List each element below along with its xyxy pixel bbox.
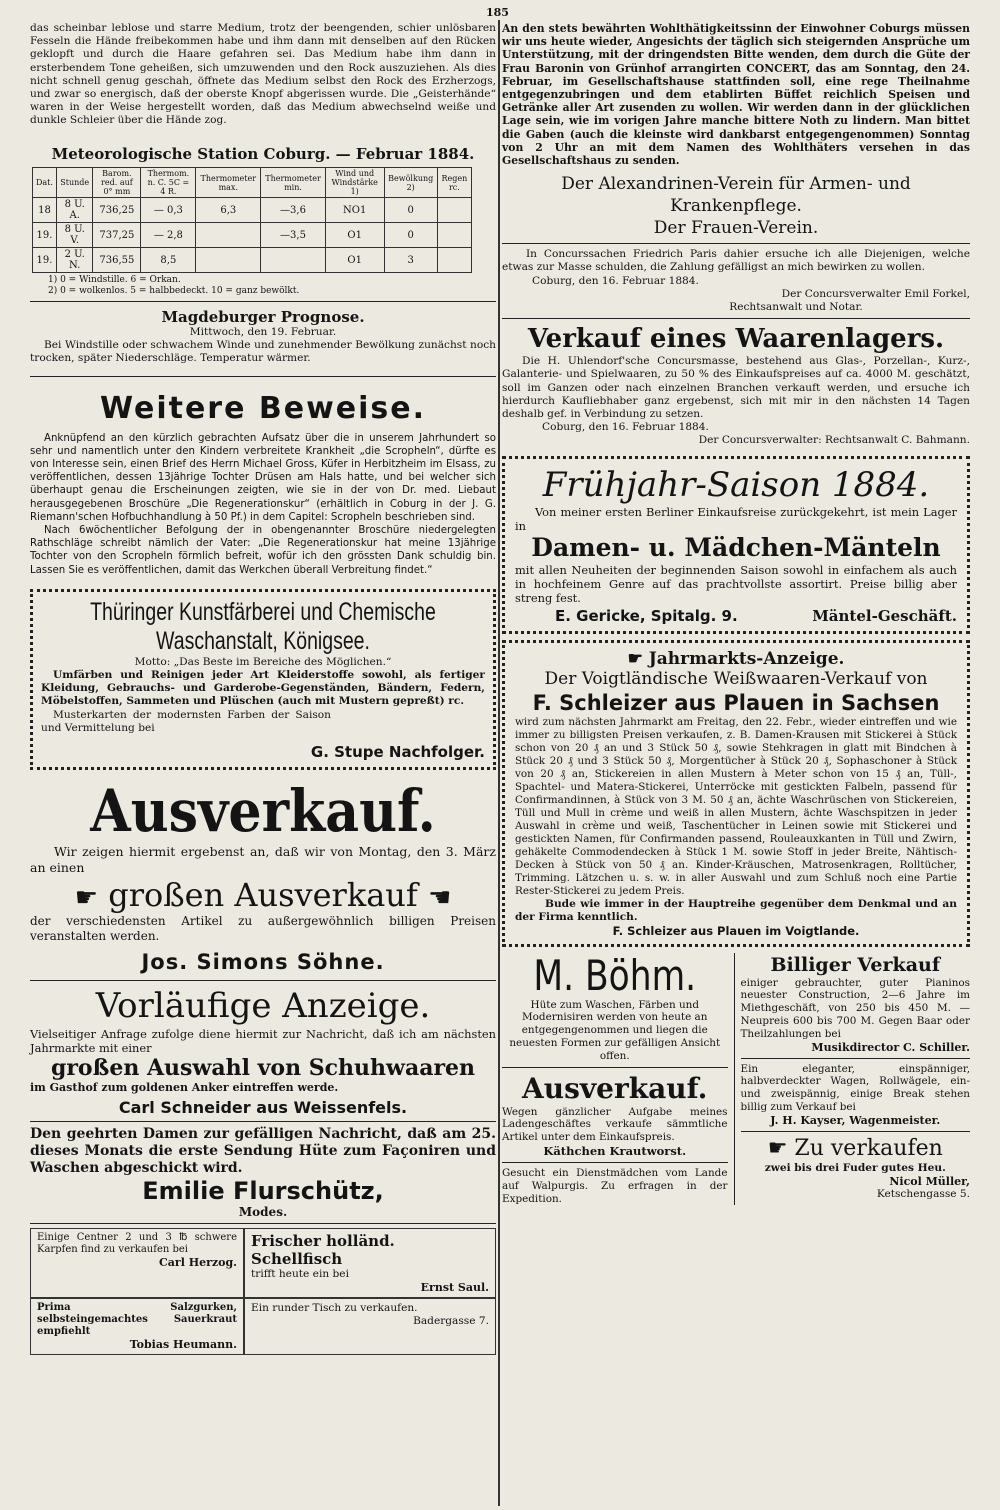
beweise-text: Anknüpfend an den kürzlich gebrachten Aufsatz über die in unserem Jahrhundert so sehr und namentlich unter den Kindern verbreitete Krankheit „die Scropheln“, dürfte es von Interesse sein, einen Brief des Herrn Michael Gross, Küfer in Herbitzheim im Elsass, zu veröffentlichen, dessen 13jährige Tochter Drüsen am Hals hatte, und bei welcher sich überhaupt genau die Erscheinungen zeigten, wie sie in der von Dr. med. Liebaut herausgegebenen Broschüre „Die Regenerationskur“ (erhältlich in Coburg in der J. G. Riemann'schen Hofbuchhandlung à 50 Pf.) in dem Capitel: Scropheln beschrieben sind.	[30, 432, 496, 523]
ad-text: mit allen Neuheiten der beginnenden Saison sowohl in einfachem als auch in hochfeinem Genre auf das prachtvollste assortirt. Preise billig aber streng fest.	[515, 562, 957, 605]
meteo-header: Stunde	[56, 168, 92, 198]
meteo-header: Thermometer min.	[261, 168, 326, 198]
ad-text: Ein eleganter, einspänniger, halbverdeckter Wagen, Rollwägele, ein- und zweispännig, einige Break stehen billig zum Verkauf bei	[740, 1062, 970, 1114]
ad-date: Coburg, den 16. Februar 1884.	[542, 421, 709, 434]
meteo-header: Thermom. n. C. 5C = 4 R.	[141, 168, 196, 198]
ad-firm: Mäntel-Geschäft.	[812, 606, 957, 625]
table-cell	[437, 223, 471, 248]
table-cell	[261, 248, 326, 273]
table-cell: — 2,8	[141, 223, 196, 248]
verein-name: Der Alexandrinen-Verein für Armen- und Krankenpflege.	[561, 174, 911, 217]
table-cell	[196, 248, 261, 273]
ad-title: Ausverkauf.	[522, 1071, 708, 1105]
ad-sign: Musikdirector C. Schiller.	[811, 1040, 970, 1054]
ad-text: einiger gebrauchter, guter Pianinos neuester Construction, 2—6 Jahre im Miethgeschäft, von 250 bis 450 M. — Neupreis 600 bis 700 M. Gegen Baar oder Theilzahlungen bei	[740, 976, 970, 1040]
rule	[502, 1162, 728, 1163]
concert-appeal-text: An den stets bewährten Wohlthätigkeitssinn der Einwohner Coburgs müssen wir uns heute wieder, Angesichts der täglich sich steigernden Ansprüche um Unterstützung, mit der dringendsten Bitte wenden, dem durch die Güte der Frau Baronin von Grünhof arrangirten CONCERT, das am Sonntag, den 24. Februar, im Gesellschaftshause stattfinden soll, eine rege Theilnahme entgegenzubringen und dem etablirten Büffet reichlich Speisen und Getränke aller Art zusenden zu wollen. Wir werden dann in der glücklichen Lage sein, wie im vorigen Jahre manche bittere Noth zu lindern. Man bittet die Gaben (auch die kleinste wird dankbarst entgegengenommen) Sonntag von 2 Uhr an mit dem Namen des Wohlthäters versehen in das Gesellschaftshaus zu senden.	[502, 22, 970, 168]
ad-motto: Motto: „Das Beste im Bereiche des Möglichen.“	[134, 655, 392, 668]
ad-text: Wir zeigen hiermit ergebenst an, daß wir von Montag, den 3. März an einen	[30, 844, 496, 876]
ad-title: Thüringer Kunstfärberei und Chemische	[90, 597, 436, 626]
ad-firm: Jos. Simons Söhne.	[141, 950, 385, 975]
meteo-header: Regen rc.	[437, 168, 471, 198]
ad-big-text: großen Auswahl von Schuhwaaren	[50, 1055, 476, 1082]
seance-article-text: das scheinbar leblose und starre Medium, trotz der beengenden, schier unlösbaren Fesseln die Hände freibekommen habe und ihm dann mit denselben auf den Rücken geklopft und durch die Haare gefahren sei. Das Medium habe ihm dann in ersterbendem Tone geheißen, sich umzuwenden und den Rock auszuziehen. Als dies nicht schnell genug geschah, öffnete das Medium selbst den Rock des Erzherzogs, und zwar so energisch, daß der oberste Knopf abgerissen wurde. Die „Geisterhände“ waren in der Weise hergestellt worden, daß das Medium abwechselnd weiße und dunkle Schleier über die Hände zog.	[30, 22, 496, 127]
ad-kunstfaerberei	[30, 589, 496, 770]
ad-text: trifft heute ein bei	[251, 1267, 349, 1280]
prognose-text: Bei Windstille oder schwachem Winde und zunehmender Bewölkung zunächst noch trocken, später Niederschläge. Temperatur wärmer.	[30, 339, 496, 365]
ad-sign: Der Concursverwalter Emil Forkel,	[781, 287, 970, 300]
ad-title: M. Böhm.	[533, 950, 697, 1000]
beweise-title: Weitere Beweise.	[99, 390, 427, 426]
ad-pianinos	[734, 953, 971, 1206]
table-cell	[437, 248, 471, 273]
ad-text: Prima Salzgurken, selbsteingemachtes Sauerkraut empfiehlt	[37, 1301, 237, 1337]
rule	[502, 243, 970, 244]
table-cell: 0	[384, 198, 437, 223]
table-cell: 737,25	[93, 223, 141, 248]
ad-firm: G. Stupe Nachfolger.	[310, 743, 485, 762]
ad-address: Ketschengasse 5.	[876, 1188, 970, 1201]
meteo-header: Dat.	[33, 168, 57, 198]
ad-firm: Carl Herzog.	[159, 1255, 237, 1269]
table-cell: — 0,3	[141, 198, 196, 223]
prognose-date: Mittwoch, den 19. Februar.	[189, 326, 337, 338]
meteo-header: Wind und Windstärke 1)	[325, 168, 384, 198]
table-cell: O1	[325, 223, 384, 248]
ad-text: Gesucht ein Dienstmädchen vom Lande auf Walpurgis. Zu erfragen in der Expedition.	[502, 1167, 728, 1205]
ad-tisch	[244, 1298, 496, 1355]
ad-firm: Käthchen Krautworst.	[543, 1144, 687, 1159]
ad-text: Umfärben und Reinigen jeder Art Kleiderstoffe sowohl, als fertiger Kleidung, Gebrauchs- und Garderobe-Gegenständen, Bändern, Federn, Möbelstoffen, Sammeten und Plüschen (auch mit Mustern gepreßt) rc.	[41, 669, 485, 708]
meteo-header-row	[33, 168, 472, 198]
ad-firm: Carl Schneider aus Weissenfels.	[118, 1097, 408, 1117]
ad-title-text: Jahrmarkts-Anzeige.	[648, 648, 845, 669]
ad-firm: Ernst Saul.	[420, 1280, 489, 1294]
ad-text: Bude wie immer in der Hauptreihe gegenüber dem Denkmal und an der Firma kenntlich.	[515, 897, 957, 923]
ausverkauf-banner	[30, 876, 496, 914]
beweise-text: Nach 6wöchentlicher Befolgung der in obengenannter Broschüre niedergelegten Rathschläge schreibt nämlich der Vater: „Die Regenerationskur hat meine 13jährige Tochter von den Scropheln förmlich befreit, wofür ich den grössten Dank schuldig bin. Lassen Sie es veröffentlichen, damit das Werkchen überall Verbreitung findet.“	[30, 525, 496, 576]
ad-footer	[515, 607, 957, 625]
verkauf-title: Verkauf eines Waarenlagers.	[527, 324, 945, 355]
vorlaeufige-title: Vorläufige Anzeige.	[95, 986, 431, 1027]
ad-boehm	[502, 950, 734, 1206]
table-cell: O1	[325, 248, 384, 273]
ad-address: Badergasse 7.	[413, 1315, 489, 1328]
verein-name: Der Frauen-Verein.	[653, 218, 819, 239]
ad-sign: Rechtsanwalt und Notar.	[729, 301, 863, 314]
meteo-header: Bewölkung 2)	[384, 168, 437, 198]
small-ads-row	[30, 1228, 496, 1298]
ad-title-text: Zu verkaufen	[794, 1135, 943, 1161]
table-cell: 8 U. A.	[56, 198, 92, 223]
meteo-table	[32, 167, 472, 273]
rule	[502, 1067, 728, 1068]
ad-title	[515, 649, 957, 669]
table-cell: NO1	[325, 198, 384, 223]
table-cell: 8,5	[141, 248, 196, 273]
rule	[30, 980, 496, 981]
meteo-header: Barom. red. auf 0° mm	[93, 168, 141, 198]
column-divider	[498, 20, 500, 1506]
ad-text: wird zum nächsten Jahrmarkt am Freitag, den 22. Febr., wieder eintreffen und wie immer zu billigsten Preisen verkaufen, z. B. Damen-Krausen mit Stickerei à Stück schon von 20 ₰ an und 3 Stück 50 ₰, sowie Stehkragen in glatt mit Bindchen à Stück 20 ₰ und 3 Stück 50 ₰, Morgentücher à Stück 20 ₰, Sophaschoner à Stück von 20 ₰ an, Stickereien in allen Mustern à Meter schon von 15 ₰ an, Tüll-, Spachtel- und Matera-Stickerei, Unterröcke mit gestickten Falbeln, passend für Confirmandinnen, à Stück von 3 M. 50 ₰ an, ächte Waschrüschen von Stickereien, Tüll und Mull in crème und weiß in allen Mustern, ächte Waschspitzen in jeder Auswahl in crème und weiß, Taschentücher in Leinen sowie mit Stickerei und gestickten Namen, für Confirmanden passend, Rouleauxkanten in Tüll und Zwirn, gehäkelte Commodendecken à Stück 1 M. sowie Stoff in jeder Breite, Nähtisch-Decken à Stück von 50 ₰ an. Kinder-Kräuschen, Matrosenkragen, Rolltücher, Trimming. Lätzchen u. s. w. in aller Auswahl und zum Schluß noch eine Partie Rester-Stickerei zu jedem Preis.	[515, 715, 957, 897]
pointing-hand-icon: ☛	[74, 882, 99, 913]
ad-jahrmarkt	[502, 640, 970, 947]
ad-sub: Der Voigtländische Weißwaaren-Verkauf von	[544, 668, 928, 689]
meteo-header: Thermometer max.	[196, 168, 261, 198]
ad-firm: F. Schleizer aus Plauen in Sachsen	[532, 690, 940, 715]
ad-gurken	[30, 1298, 244, 1355]
ad-karpfen	[30, 1228, 244, 1298]
table-cell: 18	[33, 198, 57, 223]
table-cell: 2 U. N.	[56, 248, 92, 273]
table-cell: 19.	[33, 223, 57, 248]
table-cell	[196, 223, 261, 248]
small-ads-row	[502, 950, 970, 1206]
table-cell: 6,3	[196, 198, 261, 223]
pointing-hand-icon: ☛	[767, 1135, 795, 1161]
ad-text: In Concurssachen Friedrich Paris dahier ersuche ich alle Diejenigen, welche etwas zur Masse schulden, die Zahlung gefälligst an mich bewirken zu wollen.	[502, 248, 970, 274]
ad-text: Wegen gänzlicher Aufgabe meines Ladengeschäftes verkaufe sämmtliche Artikel unter dem Einkaufspreis.	[502, 1105, 728, 1144]
ad-text: Ein runder Tisch zu verkaufen.	[251, 1301, 418, 1314]
ad-fruehjahr	[502, 456, 970, 634]
rule	[30, 1223, 496, 1224]
ad-text: Einige Centner 2 und 3 ℔ schwere Karpfen find zu verkaufen bei	[37, 1231, 237, 1255]
ad-sign: F. Schleizer aus Plauen im Voigtlande.	[612, 923, 860, 938]
table-row	[33, 223, 472, 248]
page-number: 185	[486, 6, 509, 19]
ad-text: Musterkarten der modernsten Farben der Saison und Vermittelung bei	[41, 708, 331, 734]
ad-sub: Modes.	[238, 1204, 288, 1219]
table-cell: 0	[384, 223, 437, 248]
rule	[502, 318, 970, 319]
ad-title: Frischer holländ. Schellfisch	[251, 1231, 395, 1268]
ad-text: Von meiner ersten Berliner Einkaufsreise zurückgekehrt, ist mein Lager in	[515, 504, 957, 533]
ad-text: Den geehrten Damen zur gefälligen Nachricht, daß am 25. dieses Monats die erste Sendung Hüte zum Façoniren und Waschen abgeschickt wird.	[30, 1125, 496, 1176]
rule	[741, 1131, 971, 1132]
ad-sign: J. H. Kayser, Wagenmeister.	[770, 1113, 941, 1127]
prognose-title: Magdeburger Prognose.	[161, 308, 365, 326]
table-cell: 8 U. V.	[56, 223, 92, 248]
table-cell: —3,5	[261, 223, 326, 248]
ausverkauf-title: Ausverkauf.	[90, 777, 436, 846]
ad-firm: Tobias Heumann.	[129, 1337, 237, 1351]
ad-text: Die H. Uhlendorf'sche Concursmasse, bestehend aus Glas-, Porzellan-, Kurz-, Galanterie- und Spielwaaren, zu 50 % des Einkaufspreises auf ca. 4000 M. geschätzt, soll im Ganzen oder nach einzelnen Branchen verkauft werden, und ersuche ich hierdurch Kaufliebhaber ganz ergebenst, sich mit mir in den nächsten 14 Tagen deshalb gef. in Verbindung zu setzen.	[502, 355, 970, 421]
meteo-footnote: 1) 0 = Windstille. 6 = Orkan.	[48, 275, 181, 285]
ad-sign: Nicol Müller,	[889, 1175, 970, 1189]
pointing-hand-icon: ☛	[427, 882, 452, 913]
meteo-footnote: 2) 0 = wolkenlos. 5 = halbbedeckt. 10 = ganz bewölkt.	[48, 286, 300, 296]
ad-firm: Emilie Flurschütz,	[142, 1176, 384, 1205]
meteo-title: Meteorologische Station Coburg. — Februar 1884.	[51, 145, 475, 163]
table-cell: —3,6	[261, 198, 326, 223]
table-cell: 3	[384, 248, 437, 273]
right-column	[502, 22, 970, 1205]
ad-big-text: großen Ausverkauf	[108, 876, 418, 915]
pointing-hand-icon: ☛	[627, 648, 649, 669]
ad-firm: E. Gericke, Spitalg. 9.	[555, 606, 738, 625]
ad-big-text: Damen- u. Mädchen-Mänteln	[531, 532, 941, 562]
ad-schellfisch	[244, 1228, 496, 1298]
ad-sign: Der Concursverwalter: Rechtsanwalt C. Bahmann.	[698, 434, 970, 447]
ad-text: Vielseitiger Anfrage zufolge diene hiermit zur Nachricht, daß ich am nächsten Jahrmarkte mit einer	[30, 1027, 496, 1056]
ad-text: der verschiedensten Artikel zu außergewöhnlich billigen Preisen veranstalten werden.	[30, 914, 496, 944]
ad-text: zwei bis drei Fuder gutes Heu.	[764, 1161, 946, 1174]
rule	[30, 376, 496, 377]
ad-title: Billiger Verkauf	[770, 953, 940, 976]
ad-title: Waschanstalt, Königsee.	[156, 626, 370, 655]
rule	[741, 1058, 971, 1059]
table-row	[33, 248, 472, 273]
table-cell: 736,25	[93, 198, 141, 223]
rule	[30, 1121, 496, 1122]
table-row	[33, 198, 472, 223]
table-cell	[437, 198, 471, 223]
table-cell: 736,55	[93, 248, 141, 273]
rule	[30, 301, 496, 302]
small-ads-row	[30, 1298, 496, 1355]
ad-text: Hüte zum Waschen, Färben und Modernisiren werden von heute an entgegengenommen und liegen die neuesten Formen zur gefälligen Ansicht offen.	[509, 998, 721, 1062]
ad-title	[741, 1136, 971, 1162]
table-cell: 19.	[33, 248, 57, 273]
ad-text: im Gasthof zum goldenen Anker eintreffen werde.	[30, 1081, 339, 1095]
ad-title: Frühjahr-Saison 1884.	[542, 464, 930, 505]
left-column	[30, 22, 496, 1355]
ad-date: Coburg, den 16. Februar 1884.	[532, 274, 699, 287]
